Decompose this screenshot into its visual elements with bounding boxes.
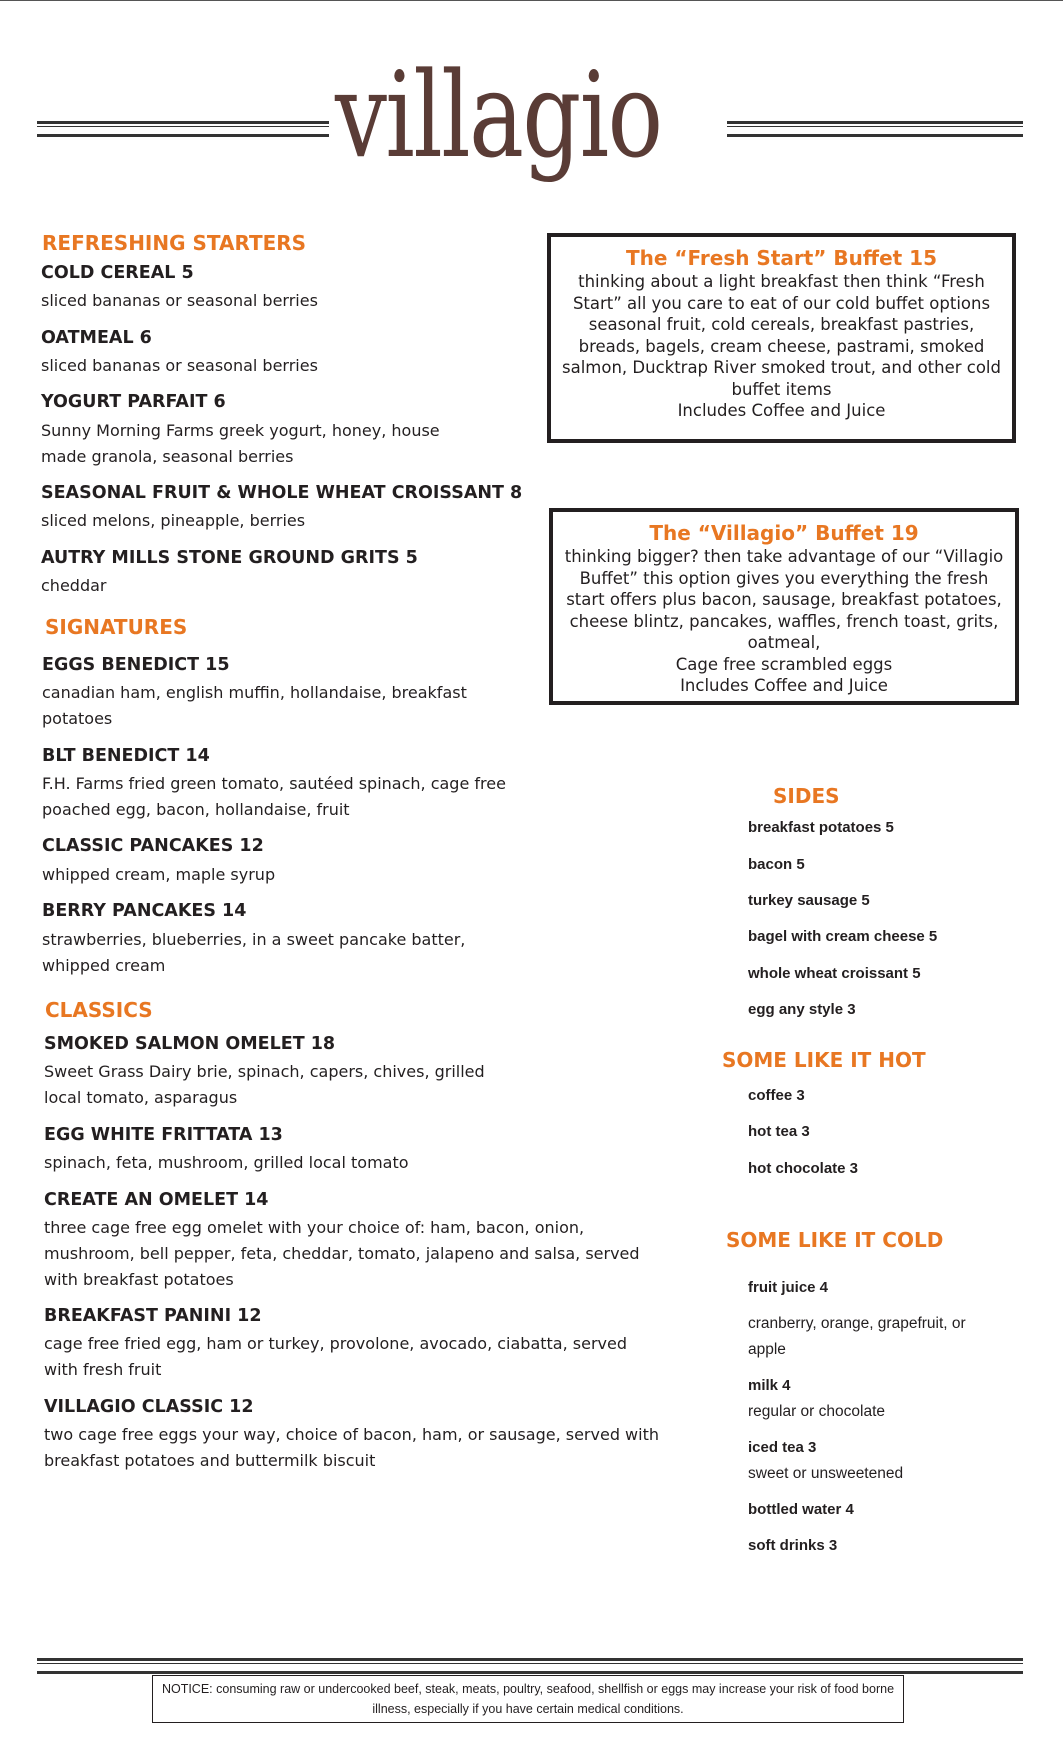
side-desc: cranberry, orange, grapefruit, or apple: [748, 1315, 966, 1358]
buffet-desc: thinking bigger? then take advantage of our “Villagio Buffet” this option gives you everything the fresh start offers plus bacon, sausage, breakfast potatoes, cheese blintz, pancakes, waffles, french toast, grits, oatmeal,: [564, 547, 1004, 652]
section-title-signatures: SIGNATURES: [45, 615, 188, 639]
menu-item-name: BREAKFAST PANINI 12: [44, 1306, 262, 1326]
buffet-title: The “Villagio” Buffet 19: [649, 521, 919, 545]
section-title-cold: SOME LIKE IT COLD: [726, 1228, 944, 1252]
menu-item-name: EGGS BENEDICT 15: [42, 655, 230, 675]
section-title-sides: SIDES: [773, 784, 840, 808]
menu-item-desc: cheddar: [41, 576, 107, 595]
section-title-hot: SOME LIKE IT HOT: [722, 1048, 926, 1072]
side-item: milk 4: [748, 1377, 791, 1394]
buffet-box-fresh-start: [547, 233, 1016, 443]
menu-item-desc: two cage free eggs your way, choice of bacon, ham, or sausage, served with breakfast potatoes and buttermilk biscuit: [44, 1425, 659, 1470]
menu-item-desc: spinach, feta, mushroom, grilled local tomato: [44, 1153, 409, 1172]
menu-item-desc: Sweet Grass Dairy brie, spinach, capers, chives, grilled local tomato, asparagus: [44, 1062, 485, 1107]
header-rule-left: [37, 121, 329, 137]
section-title-classics: CLASSICS: [45, 998, 153, 1022]
side-item: hot chocolate 3: [748, 1160, 859, 1177]
menu-item-name: BERRY PANCAKES 14: [42, 901, 247, 921]
buffet-includes: Includes Coffee and Juice: [677, 401, 886, 420]
menu-item-desc: three cage free egg omelet with your choice of: ham, bacon, onion, mushroom, bell pepper, feta, cheddar, tomato, jalapeno and salsa, served with breakfast potatoes: [44, 1218, 640, 1289]
menu-item-desc: sliced bananas or seasonal berries: [41, 291, 318, 310]
menu-item-name: EGG WHITE FRITTATA 13: [44, 1125, 283, 1145]
side-item: iced tea 3: [748, 1439, 817, 1456]
menu-item-name: COLD CEREAL 5: [41, 263, 194, 283]
menu-item-name: CLASSIC PANCAKES 12: [42, 836, 264, 856]
menu-item-name: VILLAGIO CLASSIC 12: [44, 1397, 254, 1417]
side-item: whole wheat croissant 5: [748, 965, 921, 982]
menu-item-name: BLT BENEDICT 14: [42, 746, 210, 766]
menu-item-desc: Sunny Morning Farms greek yogurt, honey, house made granola, seasonal berries: [41, 421, 440, 466]
menu-item-desc: cage free fried egg, ham or turkey, provolone, avocado, ciabatta, served with fresh fruit: [44, 1334, 627, 1379]
side-item: turkey sausage 5: [748, 892, 870, 909]
menu-item-desc: whipped cream, maple syrup: [42, 865, 276, 884]
buffet-box-villagio: [549, 508, 1019, 705]
food-safety-notice: NOTICE: consuming raw or undercooked beef, steak, meats, poultry, seafood, shellfish or eggs may increase your risk of food borne illness, especially if you have certain medical conditions.: [152, 1675, 904, 1723]
side-item: bottled water 4: [748, 1501, 854, 1518]
side-item: bagel with cream cheese 5: [748, 928, 938, 945]
section-title-starters: REFRESHING STARTERS: [42, 231, 307, 255]
footer-rule: [37, 1658, 1023, 1674]
menu-item-name: CREATE AN OMELET 14: [44, 1190, 269, 1210]
top-border: [0, 0, 1063, 1]
menu-item-name: SMOKED SALMON OMELET 18: [44, 1034, 336, 1054]
buffet-desc: thinking about a light breakfast then think “Fresh Start” all you care to eat of our cold buffet options seasonal fruit, cold cereals, breakfast pastries, breads, bagels, cream cheese, pastrami, smoked salmon, Ducktrap River smoked trout, and other cold buffet items: [562, 272, 1001, 399]
menu-item-desc: sliced melons, pineapple, berries: [41, 511, 306, 530]
side-desc: sweet or unsweetened: [748, 1465, 904, 1482]
side-item: fruit juice 4: [748, 1279, 829, 1296]
menu-item-desc: F.H. Farms fried green tomato, sautéed spinach, cage free poached egg, bacon, hollandaise, fruit: [42, 774, 506, 819]
side-item: hot tea 3: [748, 1123, 810, 1140]
side-item: coffee 3: [748, 1087, 805, 1104]
menu-item-desc: canadian ham, english muffin, hollandaise, breakfast potatoes: [42, 683, 467, 728]
buffet-title: The “Fresh Start” Buffet 15: [625, 246, 938, 270]
brand-logo: villagio: [335, 46, 662, 184]
menu-item-name: AUTRY MILLS STONE GROUND GRITS 5: [41, 548, 418, 568]
menu-item-name: OATMEAL 6: [41, 328, 152, 348]
side-item: soft drinks 3: [748, 1537, 838, 1554]
menu-item-name: YOGURT PARFAIT 6: [41, 392, 226, 412]
side-item: bacon 5: [748, 856, 805, 873]
menu-item-desc: sliced bananas or seasonal berries: [41, 356, 318, 375]
side-desc: regular or chocolate: [748, 1403, 885, 1420]
menu-item-name: SEASONAL FRUIT & WHOLE WHEAT CROISSANT 8: [41, 483, 523, 503]
side-item: breakfast potatoes 5: [748, 819, 894, 836]
menu-item-desc: strawberries, blueberries, in a sweet pancake batter, whipped cream: [42, 930, 466, 975]
header-rule-right: [727, 121, 1023, 137]
buffet-includes: Includes Coffee and Juice: [680, 676, 888, 695]
buffet-extra: Cage free scrambled eggs: [675, 654, 893, 674]
side-item: egg any style 3: [748, 1001, 856, 1018]
